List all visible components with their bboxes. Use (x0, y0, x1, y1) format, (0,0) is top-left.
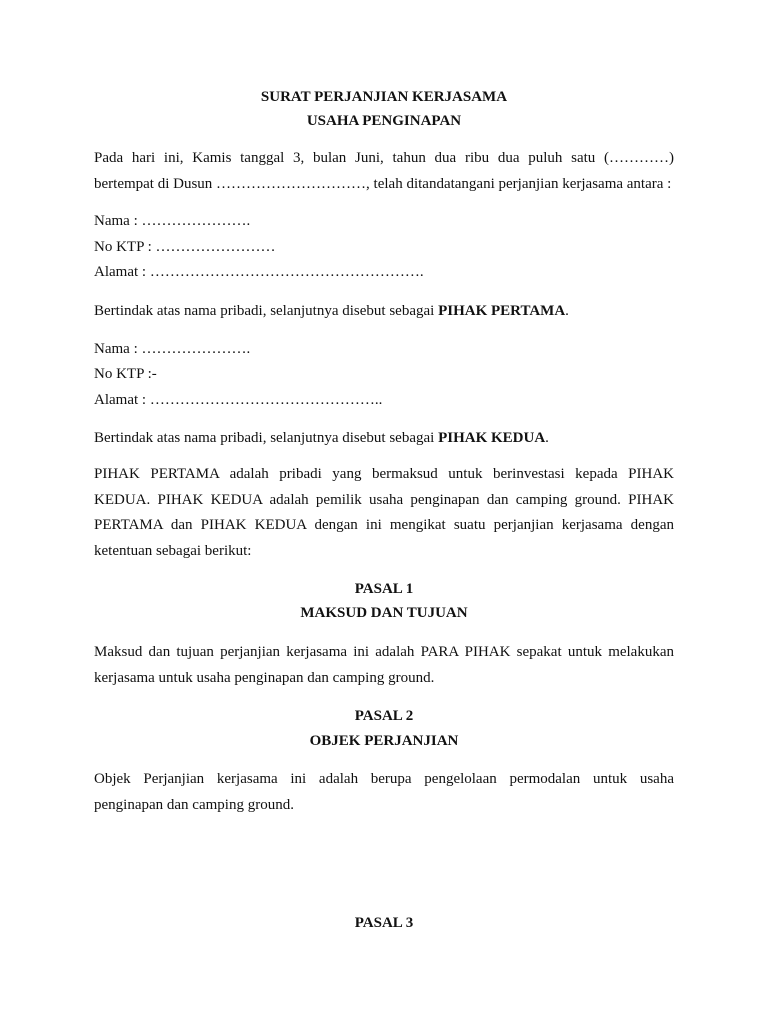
article-1-body (94, 639, 674, 691)
party1-name-field: Nama : …………………. (94, 213, 251, 229)
paragraph-line: PERTAMA dan PIHAK KEDUA dengan ini mengikat suatu perjanjian kerjasama dengan (94, 517, 674, 534)
statement-text: Bertindak atas nama pribadi, selanjutnya disebut sebagai (94, 303, 439, 319)
paragraph-line: Objek Perjanjian kerjasama ini adalah berupa pengelolaan permodalan untuk usaha (94, 771, 674, 787)
article-1-heading: PASAL 1 (354, 581, 414, 597)
statement-text: Bertindak atas nama pribadi, selanjutnya disebut sebagai (94, 430, 439, 446)
document-title: SURAT PERJANJIAN KERJASAMA (260, 89, 508, 105)
party1-address-field: Alamat : ………………………………………………. (94, 264, 424, 280)
paragraph-line: Pada hari ini, Kamis tanggal 3, bulan Juni, tahun dua ribu dua puluh satu (…………) (94, 150, 674, 166)
party-role-label: PIHAK PERTAMA (438, 303, 566, 319)
party2-statement (94, 425, 674, 451)
article-2-title: OBJEK PERJANJIAN (309, 733, 459, 749)
article-1-title: MAKSUD DAN TUJUAN (300, 605, 468, 621)
article-2-body (94, 766, 674, 818)
document-subtitle: USAHA PENGINAPAN (306, 113, 462, 129)
paragraph-line: Maksud dan tujuan perjanjian kerjasama ini adalah PARA PIHAK sepakat untuk melakukan (94, 644, 674, 660)
statement-end: . (565, 303, 569, 319)
paragraph-line: PIHAK PERTAMA adalah pribadi yang bermaksud untuk berinvestasi kepada PIHAK (94, 466, 674, 482)
party2-ktp-field: No KTP :- (94, 366, 157, 382)
party1-statement (94, 298, 674, 324)
opening-paragraph (94, 145, 674, 197)
intro-paragraph (94, 462, 674, 565)
article-3-heading: PASAL 3 (354, 915, 414, 931)
party-role-label: PIHAK KEDUA (438, 430, 546, 446)
statement-end: . (545, 430, 549, 446)
paragraph-line: bertempat di Dusun …………………………, telah ditandatangani perjanjian kerjasama antara : (94, 176, 672, 192)
party2-name-field: Nama : …………………. (94, 341, 251, 357)
paragraph-line: ketentuan sebagai berikut: (94, 543, 252, 560)
paragraph-line: kerjasama untuk usaha penginapan dan camping ground. (94, 670, 435, 686)
party2-address-field: Alamat : ……………………………………….. (94, 392, 383, 408)
paragraph-line: KEDUA. PIHAK KEDUA adalah pemilik usaha penginapan dan camping ground. PIHAK (94, 491, 674, 508)
party1-ktp-field: No KTP : …………………… (94, 239, 276, 255)
paragraph-line: penginapan dan camping ground. (94, 797, 294, 813)
article-2-heading: PASAL 2 (354, 708, 414, 724)
